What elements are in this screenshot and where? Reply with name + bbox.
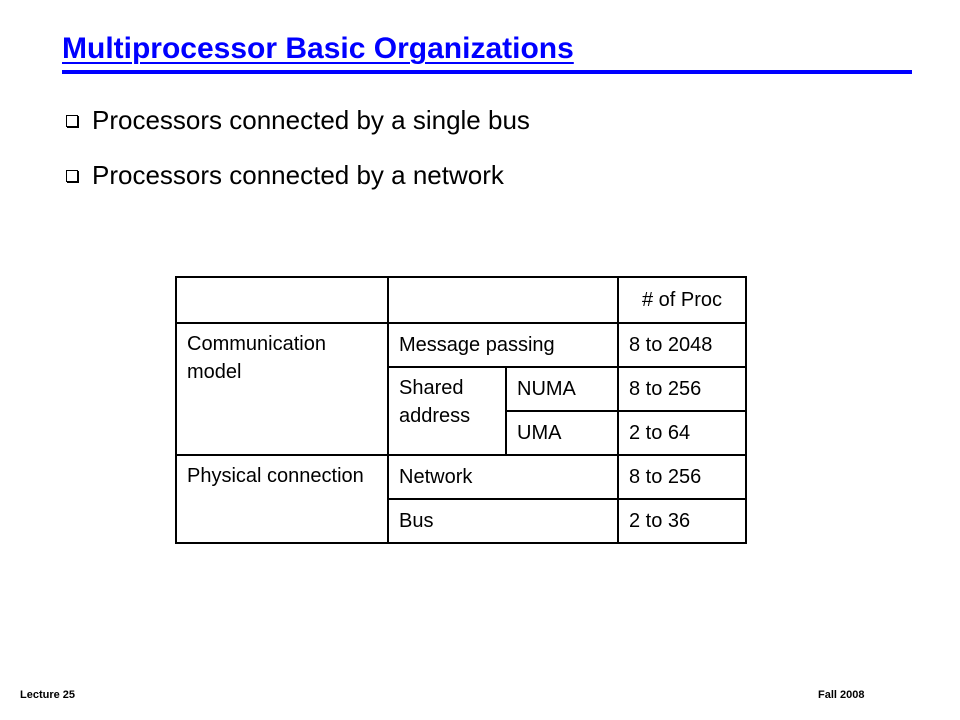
bus-value: 2 to 36 — [618, 499, 746, 543]
physical-connection-label: Physical connection — [176, 455, 388, 543]
header-num-proc: # of Proc — [618, 277, 746, 323]
checkbox-bullet-icon — [66, 115, 78, 127]
bullet-item — [66, 103, 530, 138]
bullet-list — [66, 103, 530, 213]
uma-label: UMA — [506, 411, 618, 455]
bullet-text: Processors connected by a single bus — [92, 105, 530, 135]
message-passing-label: Message passing — [388, 323, 618, 367]
table-row — [176, 455, 746, 499]
bus-label: Bus — [388, 499, 618, 543]
checkbox-bullet-icon — [66, 170, 78, 182]
bullet-text: Processors connected by a network — [92, 160, 504, 190]
network-value: 8 to 256 — [618, 455, 746, 499]
footer-lecture: Lecture 25 — [20, 689, 76, 701]
slide-title: Multiprocessor Basic Organizations — [62, 32, 574, 65]
bullet-item — [66, 158, 530, 193]
shared-address-label: Shared address — [388, 367, 506, 455]
numa-label: NUMA — [506, 367, 618, 411]
network-label: Network — [388, 455, 618, 499]
message-passing-value: 8 to 2048 — [618, 323, 746, 367]
numa-value: 8 to 256 — [618, 367, 746, 411]
organization-table — [175, 276, 747, 544]
table-row — [176, 277, 746, 323]
title-underline-rule — [62, 70, 912, 74]
table-cell-empty — [176, 277, 388, 323]
footer-term: Fall 2008 — [818, 689, 865, 701]
communication-model-label: Communication model — [176, 323, 388, 455]
uma-value: 2 to 64 — [618, 411, 746, 455]
table-row — [176, 323, 746, 367]
table-cell-empty — [388, 277, 618, 323]
